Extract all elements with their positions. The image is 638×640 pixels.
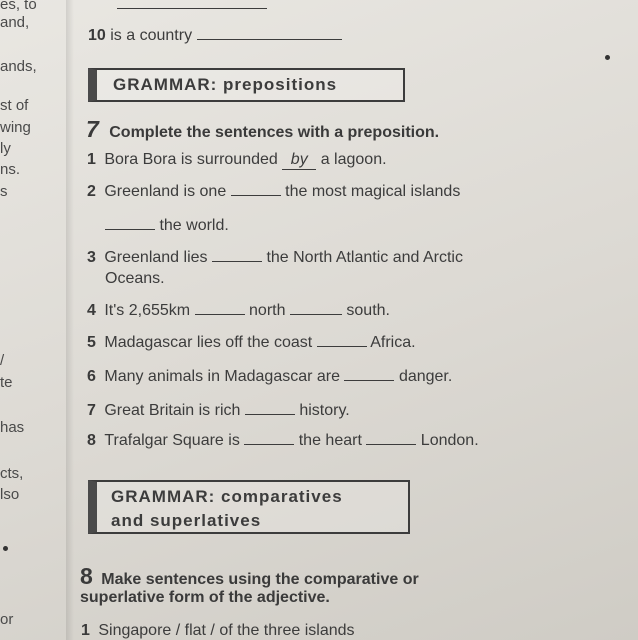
answer-blank[interactable] — [317, 332, 367, 347]
answer-blank[interactable] — [231, 181, 281, 196]
left-fragment: lso — [0, 486, 20, 503]
item-text: Great Britain is rich — [104, 402, 241, 419]
answer-blank[interactable] — [197, 25, 342, 40]
item-number: 5 — [87, 334, 96, 351]
item-number: 8 — [87, 432, 96, 449]
answer-blank[interactable] — [195, 300, 245, 315]
item-number: 3 — [87, 249, 96, 266]
left-fragment: ly — [0, 140, 11, 157]
exercise-item — [81, 622, 355, 640]
left-fragment: or — [0, 611, 14, 628]
item-text: north — [249, 302, 286, 319]
grammar-heading-box — [88, 480, 410, 534]
left-fragment: wing — [0, 119, 31, 136]
left-fragment: te — [0, 374, 13, 391]
exercise-title: Complete the sentences with a preposition. — [109, 124, 440, 141]
left-fragment: / — [0, 352, 5, 369]
grammar-heading: GRAMMAR: prepositions — [113, 75, 338, 94]
item-text: the world. — [159, 217, 229, 234]
item-text: Bora Bora is surrounded — [104, 151, 278, 168]
item-text: the heart — [298, 432, 362, 449]
item-text: Singapore / flat / of the three islands — [98, 622, 355, 639]
exercise-item — [88, 25, 342, 45]
exercise-item — [87, 332, 416, 352]
item-text: the North Atlantic and Arctic — [266, 249, 463, 266]
answer-blank[interactable] — [290, 300, 342, 315]
exercise-number: 7 — [86, 116, 99, 142]
answer-blank[interactable] — [105, 215, 155, 230]
exercise-item-continued — [105, 215, 229, 235]
left-fragment: es, to — [0, 0, 37, 13]
exercise-item — [87, 366, 452, 386]
item-text: It's 2,655km — [104, 302, 191, 319]
item-number: 10 — [88, 27, 106, 44]
bullet-mark — [605, 55, 610, 60]
answer-blank[interactable] — [366, 430, 416, 445]
exercise-heading — [80, 563, 419, 590]
item-text: Trafalgar Square is — [104, 432, 240, 449]
left-fragment: s — [0, 183, 8, 200]
grammar-heading: and superlatives — [111, 511, 262, 530]
answer-blank[interactable] — [344, 366, 394, 381]
exercise-item — [87, 400, 350, 420]
left-fragment: and, — [0, 14, 30, 31]
item-text: Africa. — [370, 334, 416, 351]
item-text: south. — [346, 302, 390, 319]
grammar-heading-box — [88, 68, 405, 102]
answer-filled[interactable]: by — [282, 151, 316, 170]
exercise-title-continued: superlative form of the adjective. — [80, 589, 330, 606]
item-number: 7 — [87, 402, 96, 419]
item-text: is a country — [110, 27, 193, 44]
answer-blank[interactable] — [244, 430, 294, 445]
page-fold-shadow — [66, 0, 74, 640]
exercise-heading — [86, 116, 439, 143]
exercise-item — [87, 247, 463, 267]
item-number: 1 — [81, 622, 90, 639]
item-text: Greenland lies — [104, 249, 208, 266]
left-fragment: ns. — [0, 161, 21, 178]
item-text: the most magical islands — [285, 183, 461, 200]
exercise-item — [87, 300, 390, 320]
item-text: history. — [299, 402, 350, 419]
left-fragment: ands, — [0, 58, 37, 75]
exercise-item — [87, 151, 387, 170]
grammar-heading: GRAMMAR: comparatives — [111, 487, 343, 506]
exercise-item — [87, 430, 479, 450]
item-text: Madagascar lies off the coast — [104, 334, 313, 351]
answer-blank[interactable] — [212, 247, 262, 262]
exercise-title: Make sentences using the comparative or — [101, 571, 419, 588]
item-text: danger. — [398, 368, 453, 385]
left-fragment: st of — [0, 97, 29, 114]
item-number: 6 — [87, 368, 96, 385]
answer-blank[interactable] — [245, 400, 295, 415]
exercise-item-continued: Oceans. — [105, 270, 165, 287]
exercise-item — [87, 181, 460, 201]
bullet-mark — [3, 546, 8, 551]
item-number: 1 — [87, 151, 96, 168]
item-text: London. — [420, 432, 479, 449]
answer-line — [117, 8, 267, 9]
item-text: Many animals in Madagascar are — [104, 368, 341, 385]
item-text: a lagoon. — [320, 151, 387, 168]
left-fragment: has — [0, 419, 25, 436]
item-number: 2 — [87, 183, 96, 200]
exercise-number: 8 — [80, 563, 93, 589]
item-text: Greenland is one — [104, 183, 227, 200]
item-number: 4 — [87, 302, 96, 319]
left-fragment: cts, — [0, 465, 24, 482]
